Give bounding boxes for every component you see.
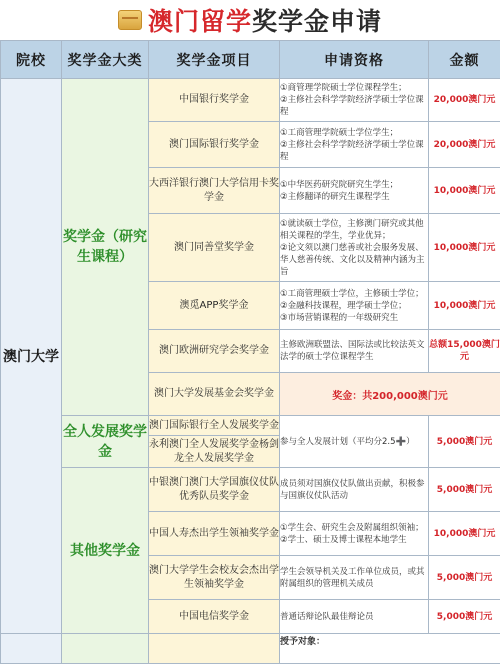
category-development: 全人发展奖学金: [62, 416, 149, 468]
table-header-row: [1, 41, 500, 79]
header-eligibility: 申请资格: [280, 41, 429, 79]
table-row: [1, 416, 500, 436]
project-cell: 中国人寿杰出学生领袖奖学金: [149, 512, 280, 556]
amount-cell: 5,000澳门元: [429, 468, 500, 512]
school-cell: 澳门大学: [1, 79, 62, 634]
project-cell: 澳门国际银行奖学金: [149, 122, 280, 168]
eligibility-cell: 普通话辩论队最佳辩论员: [280, 600, 429, 634]
project-cell: 澳觅APP奖学金: [149, 282, 280, 330]
header-category: 奖学金大类: [62, 41, 149, 79]
eligibility-cell: 主修欧洲联盟法、国际法或比较法英文法学的硕士学位课程学生: [280, 330, 429, 373]
eligibility-cell: ①中华医药研究院研究生学生； ②主修翻译的研究生课程学生: [280, 168, 429, 214]
category-other: 其他奖学金: [62, 468, 149, 634]
gift-box-icon: [118, 10, 142, 30]
amount-cell: 10,000澳门元: [429, 214, 500, 282]
amount-cell: 10,000澳门元: [429, 168, 500, 214]
eligibility-cell: ①工商管理硕士学位，主修硕士学位； ②金融科技课程，理学硕士学位； ③市场营销课程的一年级研究生: [280, 282, 429, 330]
amount-cell: 10,000澳门元: [429, 512, 500, 556]
table-row: [1, 79, 500, 122]
category-scholarship: 奖学金（研究生课程）: [62, 79, 149, 416]
amount-cell: 总额15,000澳门元: [429, 330, 500, 373]
eligibility-cell: ①就读硕士学位，主修澳门研究或其他相关课程的学生，学业优异； ②论文须以澳门慈善或社会服务发展、华人慈善传统、文化以及精神内涵为主旨: [280, 214, 429, 282]
amount-cell: 20,000澳门元: [429, 79, 500, 122]
amount-cell: 5,000澳门元: [429, 556, 500, 600]
project-cell: 澳门大学学生会校友会杰出学生领袖奖学金: [149, 556, 280, 600]
page-title-red: 澳门留学: [148, 7, 252, 36]
eligibility-cell: ①商管理学院硕士学位课程学生； ②主修社会科学学院经济学硕士学位课程: [280, 79, 429, 122]
amount-cell: 5,000澳门元: [429, 600, 500, 634]
project-cell: 澳门国际银行全人发展奖学金: [149, 416, 280, 436]
project-cell: 澳门欧洲研究学会奖学金: [149, 330, 280, 373]
footer-eligibility-cell: 授予对象：: [280, 634, 500, 664]
eligibility-cell: 学生会领导机关及工作单位成员，或其附属组织的管理机关成员: [280, 556, 429, 600]
footer-project-cell: [149, 634, 280, 664]
eligibility-cell: [280, 416, 429, 468]
table-row: [1, 468, 500, 512]
project-cell: 澳门大学发展基金会奖学金: [149, 373, 280, 416]
amount-cell: 5,000澳门元: [429, 416, 500, 468]
footer-school-cell: [1, 634, 62, 664]
title-bar: [0, 0, 500, 40]
eligibility-cell: 成员须对国旗仪仗队做出贡献，积极参与国旗仪仗队活动: [280, 468, 429, 512]
project-cell: 大西洋银行澳门大学信用卡奖学金: [149, 168, 280, 214]
header-school: 院校: [1, 41, 62, 79]
project-cell: 永利澳门全人发展奖学金杨剑龙全人发展奖学金: [149, 436, 280, 468]
amount-cell: 10,000澳门元: [429, 282, 500, 330]
eligibility-text: 参与全人发展计划（平均分2.5➕）: [280, 437, 415, 447]
eligibility-cell: ①学生会、研究生会及附属组织领袖； ②学士、硕士及博士课程本地学生: [280, 512, 429, 556]
project-cell: 中国银行奖学金: [149, 79, 280, 122]
amount-cell: 20,000澳门元: [429, 122, 500, 168]
table-row: [1, 634, 500, 664]
project-cell: 澳门同善堂奖学金: [149, 214, 280, 282]
header-amount: 金额: [429, 41, 500, 79]
scholarship-table: [0, 40, 500, 664]
page-title-black: 奖学金申请: [252, 7, 382, 36]
eligibility-cell: ①工商管理学院硕士学位学生； ②主修社会科学学院经济学硕士学位课程: [280, 122, 429, 168]
page-title: [148, 2, 382, 38]
project-cell: 中国电信奖学金: [149, 600, 280, 634]
header-project: 奖学金项目: [149, 41, 280, 79]
project-cell: 中银澳门澳门大学国旗仪仗队优秀队员奖学金: [149, 468, 280, 512]
amount-total-cell: 奖金：共200,000澳门元: [280, 373, 500, 416]
footer-category-cell: [62, 634, 149, 664]
